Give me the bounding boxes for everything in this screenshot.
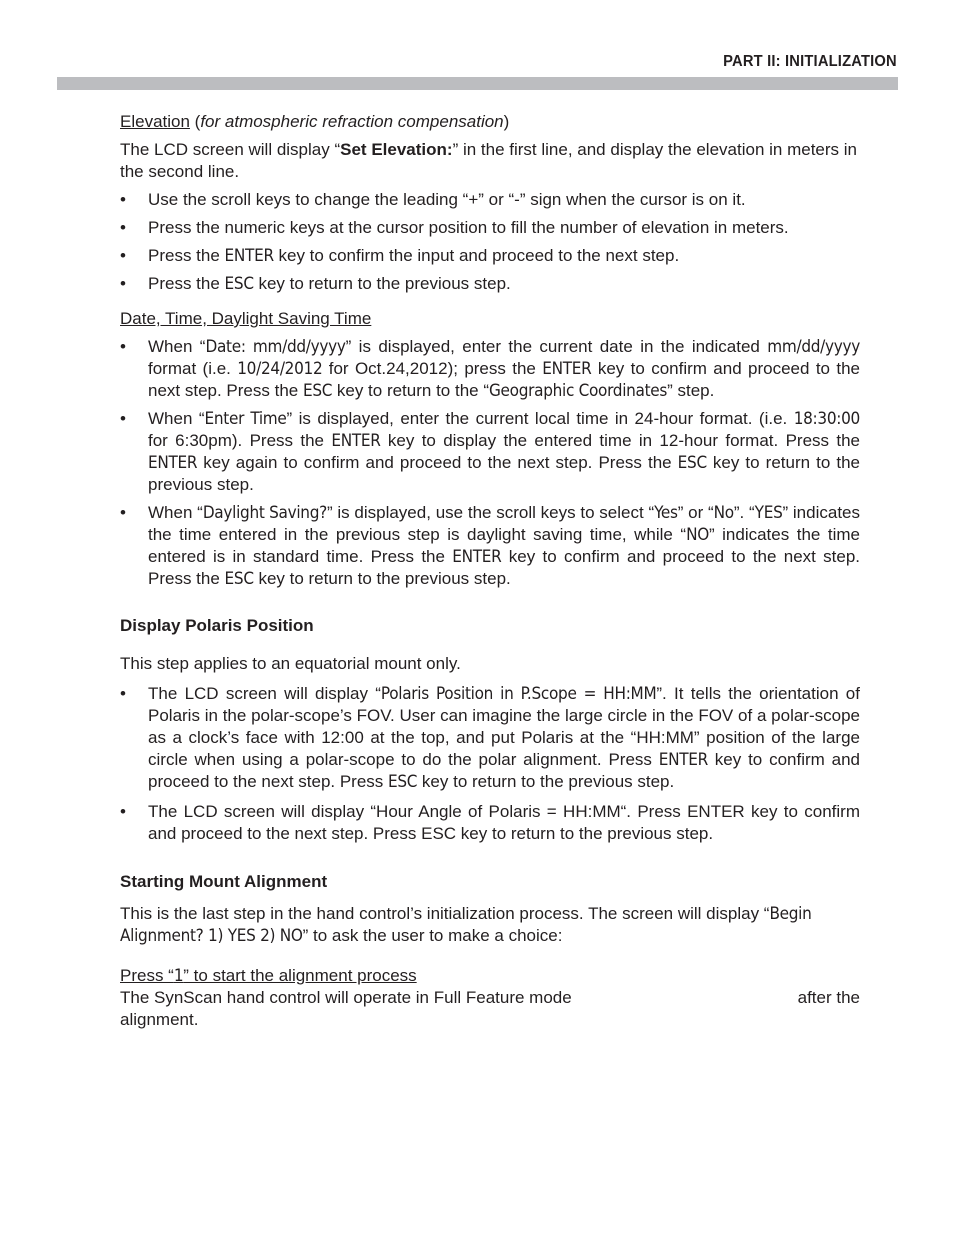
elevation-list xyxy=(120,189,860,295)
alignment-intro xyxy=(120,903,860,947)
lcd-text: Date: mm/dd/yyyy xyxy=(205,337,346,357)
text: key to return to the “ xyxy=(332,381,489,400)
text: format (i.e. xyxy=(148,359,238,378)
lcd-text: Enter Time xyxy=(204,409,287,429)
lcd-key: ENTER xyxy=(224,246,274,266)
text: for 6:30pm). Press the xyxy=(148,431,332,450)
text: key to return to the previous step. xyxy=(417,772,675,791)
lcd-text: 18:30:00 xyxy=(793,409,860,429)
list-item xyxy=(120,683,860,793)
polaris-intro: This step applies to an equatorial mount only. xyxy=(120,654,461,673)
text: key again to confirm and proceed to the next step. Press the xyxy=(197,453,678,472)
text: ” or “ xyxy=(677,503,714,522)
text: The SynScan hand control will operate in Full Feature mode xyxy=(120,988,572,1007)
datetime-title: Date, Time, Daylight Saving Time xyxy=(120,309,372,328)
text: The LCD screen will display “ xyxy=(120,140,341,159)
text: This is the last step in the hand control’s initialization process. The screen will display “ xyxy=(120,904,770,923)
lcd-text: No xyxy=(713,503,734,523)
text: ” step. xyxy=(667,381,715,400)
page-content xyxy=(120,111,860,1031)
lcd-key: ENTER xyxy=(331,431,381,451)
elevation-heading: Elevation (for atmospheric refraction compensation) xyxy=(120,112,510,131)
lcd-key: ENTER xyxy=(148,453,198,473)
polaris-heading: Display Polaris Position xyxy=(120,616,314,635)
text: ” is displayed, enter the current date in the indicated xyxy=(345,337,768,356)
lcd-key: ESC xyxy=(224,274,254,294)
text: key to confirm and proceed to the next step. Press the xyxy=(148,359,860,400)
lcd-text: NO xyxy=(686,525,709,545)
lcd-text: Begin Alignment? 1) YES 2) NO xyxy=(120,904,812,946)
lcd-text: YES xyxy=(754,503,783,523)
list-item xyxy=(120,502,860,590)
list-item: • The LCD screen will display “Hour Angle of Polaris = HH:MM“. Press ENTER key to confirm and proceed to the next step. Press ESC key to return to the previous step. xyxy=(120,801,860,845)
text: key to confirm the input and proceed to the next step. xyxy=(273,246,680,265)
text: key to confirm and proceed to the next step. Press the xyxy=(148,547,861,588)
text: ” to start the alignment process xyxy=(183,966,417,985)
lcd-text: 1 xyxy=(173,966,184,986)
lcd-key: ESC xyxy=(224,569,254,589)
text: after the xyxy=(797,988,860,1007)
list-item xyxy=(120,408,860,496)
text: Press “ xyxy=(120,966,174,985)
text: ” indicates the time entered in the previous step is daylight saving time, while “ xyxy=(148,503,860,544)
lcd-key: ESC xyxy=(302,381,333,401)
elevation-title: Elevation xyxy=(120,112,190,131)
elevation-title-note: for atmospheric refraction compensation xyxy=(200,112,504,131)
lcd-key: ESC xyxy=(677,453,707,473)
lcd-key: ENTER xyxy=(452,547,502,567)
text: ” indicates the time entered is in standard time. Press the xyxy=(148,525,860,566)
lcd-text: 10/24/2012 xyxy=(237,359,323,379)
alignment-heading: Starting Mount Alignment xyxy=(120,872,328,891)
text: key to return to the previous step. xyxy=(253,274,511,293)
text: ” in the first line, and display the elevation in meters in the second line. xyxy=(120,140,857,181)
header-rule xyxy=(57,77,898,90)
lcd-text: Geographic Coordinates xyxy=(489,381,668,401)
text: When “ xyxy=(148,337,206,356)
lcd-text: Daylight Saving? xyxy=(202,503,327,523)
full-feature-line-2: alignment. xyxy=(120,1010,199,1029)
running-header: PART II: INITIALIZATION xyxy=(723,53,897,70)
list-item: • Use the scroll keys to change the leading “+” or “-” sign when the cursor is on it. xyxy=(120,189,860,211)
press-1-title xyxy=(120,965,860,987)
text: ”. “ xyxy=(733,503,755,522)
text: ”. It tells the orientation of Polaris in the polar-scope’s FOV. User can imagine the large circle in the FOV of a polar-scope as a clock’s face with 12:00 at the top, and put Polaris at the “HH:MM” position of the large circle when using a polar-scope to do the polar alignment. Press xyxy=(148,684,860,769)
lcd-set-elevation: Set Elevation: xyxy=(340,140,453,159)
text: key to display the entered time in 12-hour format. Press the xyxy=(380,431,860,450)
text: key to return to the previous step. xyxy=(253,569,511,588)
text: Press the xyxy=(148,274,225,293)
text: for Oct.24,2012); press the xyxy=(322,359,543,378)
text: key to return to the previous step. xyxy=(148,453,860,494)
text: When “ xyxy=(148,503,203,522)
text: ” to ask the user to make a choice: xyxy=(302,926,563,945)
list-item xyxy=(120,245,860,267)
text: key to confirm and proceed to the next step. Press xyxy=(148,750,860,791)
list-item xyxy=(120,336,860,402)
lcd-text: Polaris Position in P.Scope = HH:MM xyxy=(380,684,657,704)
polaris-list xyxy=(120,683,860,845)
list-item: • Press the numeric keys at the cursor position to fill the number of elevation in meters. xyxy=(120,217,860,239)
elevation-intro xyxy=(120,139,860,183)
text: When “ xyxy=(148,409,205,428)
list-item xyxy=(120,273,860,295)
text: ” is displayed, enter the current local time in 24-hour format. (i.e. xyxy=(286,409,794,428)
text: ” is displayed, use the scroll keys to select “ xyxy=(326,503,655,522)
text: Press the xyxy=(148,246,225,265)
lcd-key: ESC xyxy=(388,772,418,792)
lcd-text: Yes xyxy=(654,503,678,523)
datetime-list xyxy=(120,336,860,590)
lcd-key: ENTER xyxy=(542,359,592,379)
full-feature-line xyxy=(120,987,860,1009)
lcd-text: mm/dd/yyyy xyxy=(767,337,860,357)
text: The LCD screen will display “ xyxy=(148,684,381,703)
lcd-key: ENTER xyxy=(658,750,708,770)
